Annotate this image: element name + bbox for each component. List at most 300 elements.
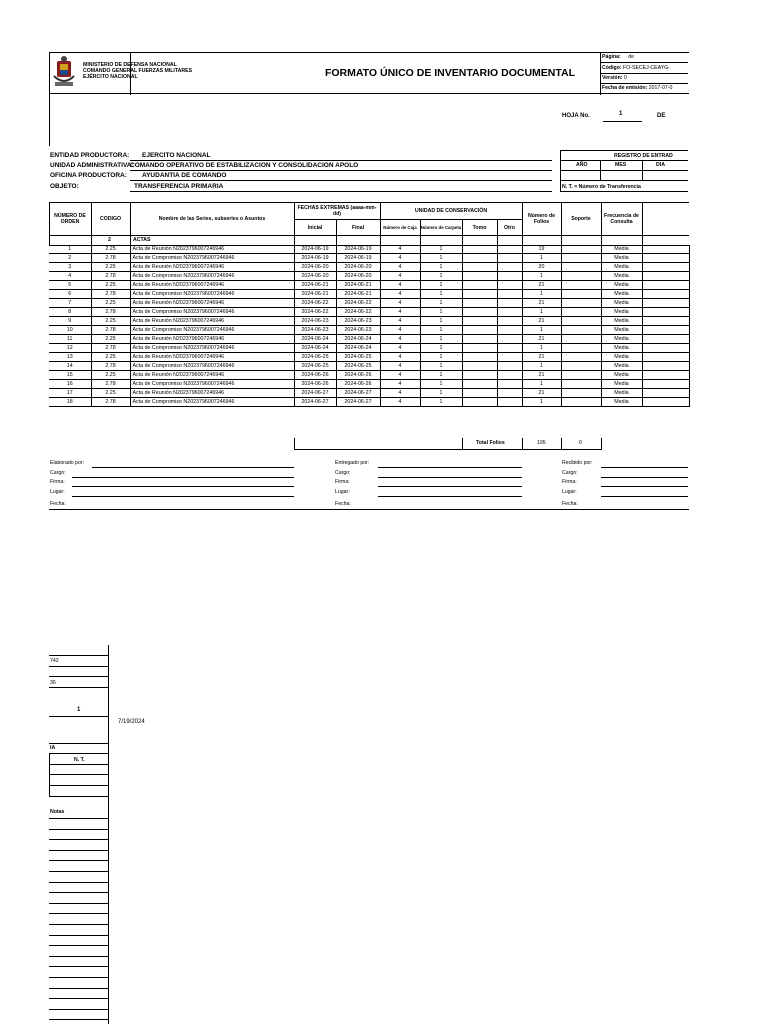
row-notas bbox=[642, 371, 689, 380]
row-numero: 1 bbox=[49, 245, 91, 254]
col-folios: Número de Folios bbox=[527, 213, 556, 225]
table-row bbox=[49, 326, 689, 335]
row-notas bbox=[642, 281, 689, 290]
row-soporte bbox=[561, 353, 601, 362]
row-nombre: Acta de Compromiso N2023796007246946 bbox=[130, 398, 294, 407]
row-final: 2024-06-22 bbox=[336, 299, 380, 308]
row-inicial: 2024-06-26 bbox=[294, 371, 336, 380]
col-numero-orden: NÚMERO DE ORDEN bbox=[54, 213, 86, 225]
row-folios: 1 bbox=[522, 254, 561, 263]
table-row bbox=[49, 245, 689, 254]
row-soporte bbox=[561, 290, 601, 299]
version-label: Versión: bbox=[602, 75, 623, 81]
row-nombre: Acta de Reunión N2023796007246946 bbox=[130, 389, 294, 398]
row-codigo: 2.78 bbox=[91, 308, 130, 317]
fecha-emision-label: Fecha de emisión: bbox=[602, 85, 648, 91]
table-row bbox=[49, 353, 689, 362]
row-folios: 19 bbox=[522, 245, 561, 254]
row-tomo bbox=[462, 344, 497, 353]
row-tomo bbox=[462, 389, 497, 398]
col-fechas: FECHAS EXTREMAS (aaaa-mm-dd) bbox=[297, 205, 377, 217]
row-otro bbox=[497, 380, 522, 389]
row-folios: 21 bbox=[522, 281, 561, 290]
elaborado-label: Elaborado por: bbox=[50, 460, 85, 466]
row-inicial: 2024-06-21 bbox=[294, 290, 336, 299]
row-numero: 4 bbox=[49, 272, 91, 281]
table-row bbox=[49, 299, 689, 308]
total-folios-label: Total Folios bbox=[476, 440, 505, 446]
row-folios: 21 bbox=[522, 299, 561, 308]
row-nombre: Acta de Compromiso N2023796007246946 bbox=[130, 272, 294, 281]
row-frecuencia: Media bbox=[601, 389, 642, 398]
row-frecuencia: Media bbox=[601, 281, 642, 290]
row-codigo: 2.25 bbox=[91, 263, 130, 272]
hoja-label: HOJA No. bbox=[562, 113, 590, 119]
row-tomo bbox=[462, 245, 497, 254]
row-nombre: Acta de Reunión N2023796007246946 bbox=[130, 353, 294, 362]
row-carpeta: 1 bbox=[420, 326, 462, 335]
hoja-de-label: DE bbox=[657, 113, 666, 119]
row-inicial: 2024-06-19 bbox=[294, 245, 336, 254]
row-folios: 21 bbox=[522, 317, 561, 326]
overflow-frag-1: 742 bbox=[50, 658, 59, 664]
row-tomo bbox=[462, 317, 497, 326]
row-tomo bbox=[462, 254, 497, 263]
row-carpeta: 1 bbox=[420, 398, 462, 407]
row-frecuencia: Media bbox=[601, 344, 642, 353]
row-tomo bbox=[462, 335, 497, 344]
unidad-value: COMANDO OPERATIVO DE ESTABILIZACION Y CONSOLIDACION APOLO bbox=[130, 162, 359, 169]
row-final: 2024-06-26 bbox=[336, 380, 380, 389]
row-final: 2024-06-19 bbox=[336, 245, 380, 254]
row-tomo bbox=[462, 326, 497, 335]
row-codigo: 2.25 bbox=[91, 389, 130, 398]
row-codigo: 2.78 bbox=[91, 398, 130, 407]
objeto-label: OBJETO: bbox=[50, 183, 79, 190]
row-nombre: Acta de Compromiso N2023796007246946 bbox=[130, 308, 294, 317]
row-nombre: Acta de Reunión N2023796007246946 bbox=[130, 299, 294, 308]
table-row bbox=[49, 380, 689, 389]
row-numero: 15 bbox=[49, 371, 91, 380]
registro-dia: DIA bbox=[656, 162, 665, 168]
row-soporte bbox=[561, 362, 601, 371]
row-notas bbox=[642, 254, 689, 263]
row-otro bbox=[497, 344, 522, 353]
overflow-hoja-total: 1 bbox=[77, 707, 81, 713]
row-caja: 4 bbox=[380, 317, 420, 326]
version-value: 0 bbox=[623, 75, 627, 81]
row-inicial: 2024-06-24 bbox=[294, 344, 336, 353]
row-nombre: Acta de Reunión N2023796007246946 bbox=[130, 371, 294, 380]
recibido-firma: Firma: bbox=[562, 479, 577, 485]
row-caja: 4 bbox=[380, 362, 420, 371]
row-otro bbox=[497, 371, 522, 380]
row-caja: 4 bbox=[380, 380, 420, 389]
row-numero: 7 bbox=[49, 299, 91, 308]
row-carpeta: 1 bbox=[420, 362, 462, 371]
table-row bbox=[49, 362, 689, 371]
oficina-label: OFICINA PRODUCTORA: bbox=[50, 172, 127, 179]
row-otro bbox=[497, 281, 522, 290]
elaborado-cargo: Cargo: bbox=[50, 470, 66, 476]
row-soporte bbox=[561, 308, 601, 317]
entregado-label: Entregado por: bbox=[335, 460, 370, 466]
row-tomo bbox=[462, 281, 497, 290]
row-nombre: Acta de Compromiso N2023796007246946 bbox=[130, 362, 294, 371]
row-otro bbox=[497, 272, 522, 281]
table-row bbox=[49, 344, 689, 353]
row-inicial: 2024-06-25 bbox=[294, 353, 336, 362]
row-notas bbox=[642, 362, 689, 371]
table-row bbox=[49, 335, 689, 344]
row-soporte bbox=[561, 344, 601, 353]
row-codigo: 2.78 bbox=[91, 326, 130, 335]
series-codigo: 2 bbox=[108, 237, 111, 243]
row-carpeta: 1 bbox=[420, 317, 462, 326]
row-folios: 21 bbox=[522, 371, 561, 380]
row-numero: 16 bbox=[49, 380, 91, 389]
inventory-rows bbox=[49, 245, 689, 407]
row-frecuencia: Media bbox=[601, 308, 642, 317]
row-otro bbox=[497, 398, 522, 407]
row-carpeta: 1 bbox=[420, 254, 462, 263]
row-nombre: Acta de Compromiso N2023796007246946 bbox=[130, 380, 294, 389]
entidad-value: EJERCITO NACIONAL bbox=[142, 152, 211, 159]
entregado-fecha: Fecha: bbox=[335, 501, 351, 507]
objeto-value: TRANSFERENCIA PRIMARIA bbox=[134, 183, 224, 190]
recibido-lugar: Lugar: bbox=[562, 489, 577, 495]
row-tomo bbox=[462, 272, 497, 281]
row-carpeta: 1 bbox=[420, 290, 462, 299]
row-folios: 1 bbox=[522, 272, 561, 281]
oficina-value: AYUDANTIA DE COMANDO bbox=[142, 172, 227, 179]
row-tomo bbox=[462, 398, 497, 407]
row-folios: 1 bbox=[522, 362, 561, 371]
table-row bbox=[49, 272, 689, 281]
row-codigo: 2.78 bbox=[91, 344, 130, 353]
row-final: 2024-06-25 bbox=[336, 353, 380, 362]
row-inicial: 2024-06-20 bbox=[294, 263, 336, 272]
row-soporte bbox=[561, 389, 601, 398]
row-frecuencia: Media bbox=[601, 380, 642, 389]
table-row bbox=[49, 317, 689, 326]
table-row bbox=[49, 398, 689, 407]
row-folios: 21 bbox=[522, 335, 561, 344]
row-final: 2024-06-24 bbox=[336, 335, 380, 344]
row-final: 2024-06-22 bbox=[336, 308, 380, 317]
row-final: 2024-06-21 bbox=[336, 290, 380, 299]
col-tomo: Tomo bbox=[472, 224, 487, 231]
registro-title: REGISTRO DE ENTRAD bbox=[614, 153, 673, 159]
registro-anio: AÑO bbox=[576, 162, 588, 168]
row-otro bbox=[497, 245, 522, 254]
row-soporte bbox=[561, 380, 601, 389]
table-row bbox=[49, 290, 689, 299]
total-folios-value: 195 bbox=[537, 440, 546, 446]
row-numero: 13 bbox=[49, 353, 91, 362]
recibido-fecha: Fecha: bbox=[562, 501, 578, 507]
row-otro bbox=[497, 308, 522, 317]
row-carpeta: 1 bbox=[420, 299, 462, 308]
row-frecuencia: Media bbox=[601, 299, 642, 308]
nt-note: N. T. = Número de Transferencia bbox=[562, 184, 641, 190]
row-soporte bbox=[561, 326, 601, 335]
row-notas bbox=[642, 308, 689, 317]
row-otro bbox=[497, 263, 522, 272]
row-inicial: 2024-06-23 bbox=[294, 326, 336, 335]
codigo-label: Código: bbox=[602, 65, 622, 71]
recibido-label: Recibido por: bbox=[562, 460, 593, 466]
elaborado-fecha: Fecha: bbox=[50, 501, 66, 507]
row-folios: 1 bbox=[522, 308, 561, 317]
row-inicial: 2024-06-22 bbox=[294, 299, 336, 308]
row-frecuencia: Media bbox=[601, 245, 642, 254]
row-otro bbox=[497, 317, 522, 326]
row-inicial: 2024-06-19 bbox=[294, 254, 336, 263]
row-notas bbox=[642, 272, 689, 281]
row-carpeta: 1 bbox=[420, 245, 462, 254]
row-inicial: 2024-06-27 bbox=[294, 389, 336, 398]
row-carpeta: 1 bbox=[420, 263, 462, 272]
row-nombre: Acta de Reunión N2023796007246946 bbox=[130, 317, 294, 326]
row-tomo bbox=[462, 263, 497, 272]
row-otro bbox=[497, 290, 522, 299]
row-frecuencia: Media bbox=[601, 254, 642, 263]
row-tomo bbox=[462, 353, 497, 362]
row-codigo: 2.78 bbox=[91, 380, 130, 389]
row-otro bbox=[497, 389, 522, 398]
row-codigo: 2.25 bbox=[91, 371, 130, 380]
table-row bbox=[49, 371, 689, 380]
row-inicial: 2024-06-27 bbox=[294, 398, 336, 407]
org-line-2: COMANDO GENERAL FUERZAS MILITARES bbox=[83, 68, 193, 74]
row-folios: 1 bbox=[522, 380, 561, 389]
row-notas bbox=[642, 335, 689, 344]
inventory-table bbox=[49, 245, 690, 407]
overflow-notas: Notas bbox=[50, 809, 65, 815]
document-title: FORMATO ÚNICO DE INVENTARIO DOCUMENTAL bbox=[324, 67, 576, 79]
row-codigo: 2.25 bbox=[91, 317, 130, 326]
row-otro bbox=[497, 299, 522, 308]
row-caja: 4 bbox=[380, 371, 420, 380]
row-codigo: 2.25 bbox=[91, 353, 130, 362]
row-soporte bbox=[561, 281, 601, 290]
row-inicial: 2024-06-26 bbox=[294, 380, 336, 389]
row-carpeta: 1 bbox=[420, 272, 462, 281]
row-folios: 21 bbox=[522, 389, 561, 398]
table-row bbox=[49, 281, 689, 290]
row-caja: 4 bbox=[380, 272, 420, 281]
row-inicial: 2024-06-21 bbox=[294, 281, 336, 290]
row-nombre: Acta de Reunión N2023796007246946 bbox=[130, 281, 294, 290]
row-caja: 4 bbox=[380, 254, 420, 263]
row-nombre: Acta de Compromiso N2023796007246946 bbox=[130, 254, 294, 263]
row-folios: 1 bbox=[522, 398, 561, 407]
col-soporte: Soporte bbox=[571, 216, 591, 222]
table-row bbox=[49, 308, 689, 317]
row-soporte bbox=[561, 317, 601, 326]
row-final: 2024-06-25 bbox=[336, 362, 380, 371]
row-tomo bbox=[462, 371, 497, 380]
row-numero: 9 bbox=[49, 317, 91, 326]
elaborado-lugar: Lugar: bbox=[50, 489, 65, 495]
row-otro bbox=[497, 326, 522, 335]
row-final: 2024-06-23 bbox=[336, 326, 380, 335]
row-caja: 4 bbox=[380, 326, 420, 335]
elaborado-firma: Firma: bbox=[50, 479, 65, 485]
overflow-frag-2: 36 bbox=[50, 680, 56, 686]
row-notas bbox=[642, 263, 689, 272]
col-unidad: UNIDAD DE CONSERVACIÓN bbox=[414, 208, 488, 214]
row-final: 2024-06-27 bbox=[336, 389, 380, 398]
row-nombre: Acta de Reunión N2023796007246946 bbox=[130, 263, 294, 272]
row-folios: 20 bbox=[522, 263, 561, 272]
row-codigo: 2.78 bbox=[91, 272, 130, 281]
row-nombre: Acta de Compromiso N2023796007246946 bbox=[130, 344, 294, 353]
overflow-date: 7/19/2024 bbox=[118, 719, 145, 725]
row-caja: 4 bbox=[380, 263, 420, 272]
row-notas bbox=[642, 380, 689, 389]
col-carpeta: Número de Carpeta bbox=[420, 224, 462, 230]
fecha-emision-value: 2017-07-0 bbox=[648, 85, 673, 91]
overflow-nt: N. T. bbox=[74, 757, 85, 763]
row-numero: 14 bbox=[49, 362, 91, 371]
row-soporte bbox=[561, 263, 601, 272]
row-nombre: Acta de Compromiso N2023796007246946 bbox=[130, 290, 294, 299]
row-notas bbox=[642, 389, 689, 398]
row-inicial: 2024-06-23 bbox=[294, 317, 336, 326]
col-codigo: CODIGO bbox=[99, 216, 122, 222]
row-caja: 4 bbox=[380, 308, 420, 317]
row-carpeta: 1 bbox=[420, 281, 462, 290]
entregado-cargo: Cargo: bbox=[335, 470, 351, 476]
table-row bbox=[49, 254, 689, 263]
row-carpeta: 1 bbox=[420, 353, 462, 362]
row-codigo: 2.78 bbox=[91, 362, 130, 371]
row-codigo: 2.25 bbox=[91, 281, 130, 290]
row-nombre: Acta de Compromiso N2023796007246946 bbox=[130, 326, 294, 335]
table-row bbox=[49, 263, 689, 272]
row-inicial: 2024-06-20 bbox=[294, 272, 336, 281]
row-notas bbox=[642, 326, 689, 335]
row-nombre: Acta de Reunión N2023796007246946 bbox=[130, 245, 294, 254]
row-final: 2024-06-19 bbox=[336, 254, 380, 263]
pagina-label: Página: bbox=[602, 54, 621, 60]
row-final: 2024-06-26 bbox=[336, 371, 380, 380]
row-otro bbox=[497, 335, 522, 344]
registro-mes: MES bbox=[615, 162, 627, 168]
row-folios: 1 bbox=[522, 290, 561, 299]
table-row bbox=[49, 389, 689, 398]
row-folios: 21 bbox=[522, 353, 561, 362]
row-soporte bbox=[561, 254, 601, 263]
row-caja: 4 bbox=[380, 299, 420, 308]
row-frecuencia: Media bbox=[601, 272, 642, 281]
row-tomo bbox=[462, 290, 497, 299]
row-soporte bbox=[561, 272, 601, 281]
page-meta bbox=[602, 54, 634, 60]
row-tomo bbox=[462, 362, 497, 371]
overflow-frag-3: IA bbox=[50, 745, 56, 751]
row-carpeta: 1 bbox=[420, 335, 462, 344]
row-soporte bbox=[561, 299, 601, 308]
org-line-3: EJÉRCITO NACIONAL bbox=[83, 74, 138, 80]
row-inicial: 2024-06-22 bbox=[294, 308, 336, 317]
row-soporte bbox=[561, 335, 601, 344]
recibido-cargo: Cargo: bbox=[562, 470, 578, 476]
row-tomo bbox=[462, 299, 497, 308]
row-caja: 4 bbox=[380, 344, 420, 353]
row-numero: 12 bbox=[49, 344, 91, 353]
row-frecuencia: Media bbox=[601, 317, 642, 326]
row-frecuencia: Media bbox=[601, 362, 642, 371]
row-otro bbox=[497, 353, 522, 362]
row-caja: 4 bbox=[380, 335, 420, 344]
row-numero: 11 bbox=[49, 335, 91, 344]
row-inicial: 2024-06-24 bbox=[294, 335, 336, 344]
unidad-label: UNIDAD ADMINISTRATIVA: bbox=[50, 162, 134, 169]
row-caja: 4 bbox=[380, 245, 420, 254]
row-soporte bbox=[561, 371, 601, 380]
row-soporte bbox=[561, 245, 601, 254]
row-codigo: 2.25 bbox=[91, 245, 130, 254]
row-frecuencia: Media bbox=[601, 290, 642, 299]
row-numero: 18 bbox=[49, 398, 91, 407]
series-nombre: ACTAS bbox=[133, 237, 151, 243]
row-caja: 4 bbox=[380, 281, 420, 290]
row-tomo bbox=[462, 380, 497, 389]
row-frecuencia: Media bbox=[601, 326, 642, 335]
row-final: 2024-06-21 bbox=[336, 281, 380, 290]
row-frecuencia: Media bbox=[601, 335, 642, 344]
row-numero: 8 bbox=[49, 308, 91, 317]
row-carpeta: 1 bbox=[420, 344, 462, 353]
entregado-firma: Firma: bbox=[335, 479, 350, 485]
row-numero: 5 bbox=[49, 281, 91, 290]
total-soporte-value: 0 bbox=[579, 440, 582, 446]
hoja-value: 1 bbox=[619, 111, 623, 117]
row-folios: 1 bbox=[522, 326, 561, 335]
row-numero: 2 bbox=[49, 254, 91, 263]
row-otro bbox=[497, 254, 522, 263]
col-caja: Número de Caja bbox=[383, 224, 417, 230]
row-numero: 6 bbox=[49, 290, 91, 299]
organization-name bbox=[83, 62, 192, 80]
row-caja: 4 bbox=[380, 353, 420, 362]
codigo-value: FO-SECEJ-CEAYG- bbox=[623, 65, 670, 71]
entregado-lugar: Lugar: bbox=[335, 489, 350, 495]
row-folios: 1 bbox=[522, 344, 561, 353]
row-frecuencia: Media bbox=[601, 398, 642, 407]
row-notas bbox=[642, 299, 689, 308]
row-codigo: 2.78 bbox=[91, 290, 130, 299]
row-caja: 4 bbox=[380, 290, 420, 299]
row-caja: 4 bbox=[380, 389, 420, 398]
col-nombre: Nombre de las Series, subseries o Asuntos bbox=[158, 216, 266, 222]
org-line-1: MINISTERIO DE DEFENSA NACIONAL bbox=[83, 62, 177, 68]
row-carpeta: 1 bbox=[420, 371, 462, 380]
row-soporte bbox=[561, 398, 601, 407]
row-codigo: 2.25 bbox=[91, 299, 130, 308]
col-frecuencia: Frecuencia de Consulta bbox=[604, 213, 639, 225]
col-otro: Otro bbox=[504, 224, 515, 231]
row-caja: 4 bbox=[380, 398, 420, 407]
col-final: Final bbox=[351, 224, 365, 231]
row-notas bbox=[642, 245, 689, 254]
row-numero: 3 bbox=[49, 263, 91, 272]
row-codigo: 2.78 bbox=[91, 254, 130, 263]
row-numero: 10 bbox=[49, 326, 91, 335]
